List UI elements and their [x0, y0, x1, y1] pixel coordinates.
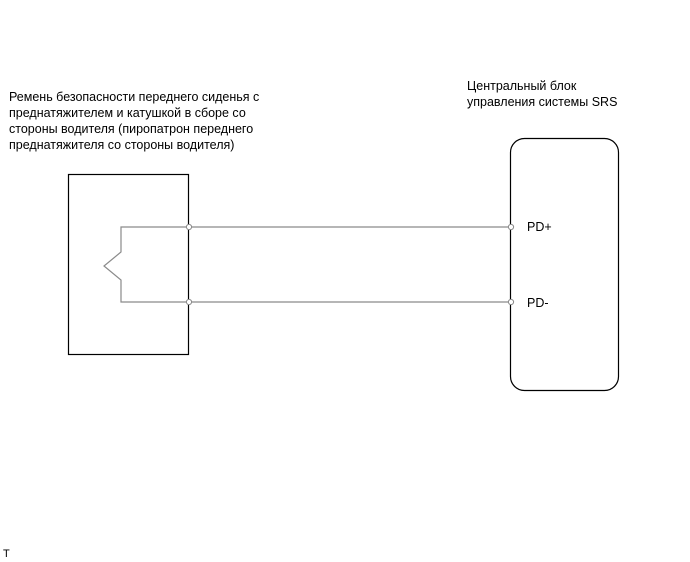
terminal-right-pd-plus — [508, 224, 513, 229]
figure-code: T — [3, 548, 10, 560]
terminal-right-pd-minus — [508, 299, 513, 304]
pin-label-pd-minus: PD- — [527, 296, 549, 310]
terminal-left-pd-plus — [186, 224, 191, 229]
srs-control-unit-box — [511, 139, 619, 391]
pin-label-pd-plus: PD+ — [527, 220, 552, 234]
srs-control-unit-label: Центральный блок управления системы SRS — [467, 79, 618, 109]
pretensioner-squib-label: Ремень безопасности переднего сиденья с преднатяжителем и катушкой в сборе со стороны водителя (пиропатрон переднего преднатяжителя со стороны водителя) — [9, 90, 260, 152]
pretensioner-box — [69, 175, 189, 355]
terminal-left-pd-minus — [186, 299, 191, 304]
squib-symbol — [104, 227, 189, 302]
